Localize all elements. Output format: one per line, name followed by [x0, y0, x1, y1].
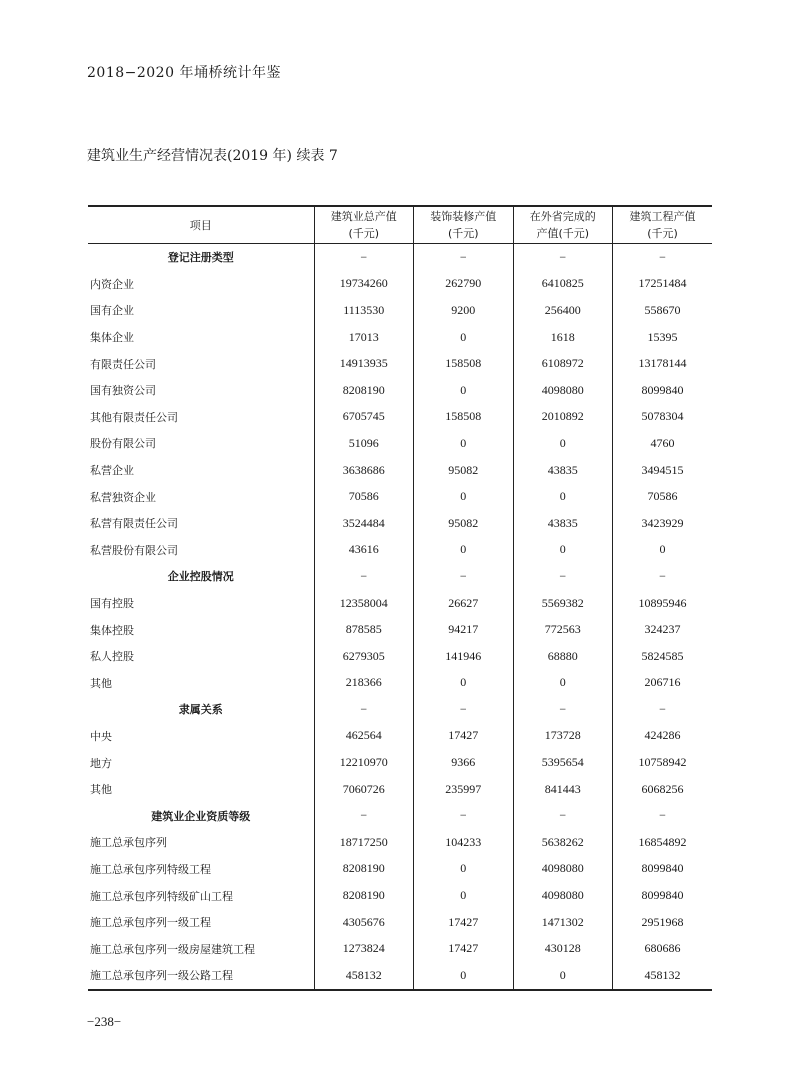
row-label: 中央 — [90, 729, 112, 743]
row-label: 集体控股 — [90, 623, 134, 637]
construction-engineering-output-cell: 6068256 — [613, 776, 713, 803]
table-body — [88, 244, 712, 990]
table-row — [88, 909, 712, 936]
out-of-province-output-cell: − — [513, 244, 613, 271]
row-label: 内资企业 — [90, 277, 134, 291]
total-output-cell: 70586 — [314, 483, 414, 510]
total-output-cell: 6279305 — [314, 643, 414, 670]
row-label: 私营股份有限公司 — [90, 543, 178, 557]
decoration-output-cell: 9366 — [414, 749, 514, 776]
construction-engineering-output-cell: 70586 — [613, 483, 713, 510]
row-label: 国有控股 — [90, 597, 134, 611]
decoration-output-cell: 0 — [414, 483, 514, 510]
construction-engineering-output-cell: 2951968 — [613, 909, 713, 936]
header-construction-engineering-output: 建筑工程产值 (千元) — [613, 206, 713, 244]
decoration-output-cell: 0 — [414, 324, 514, 351]
decoration-output-cell: − — [414, 563, 514, 590]
decoration-output-cell: 235997 — [414, 776, 514, 803]
decoration-output-cell: 17427 — [414, 909, 514, 936]
decoration-output-cell: 0 — [414, 670, 514, 697]
out-of-province-output-cell: 0 — [513, 670, 613, 697]
out-of-province-output-cell: 4098080 — [513, 856, 613, 883]
decoration-output-cell: 158508 — [414, 350, 514, 377]
table-row — [88, 670, 712, 697]
out-of-province-output-cell: 4098080 — [513, 377, 613, 404]
total-output-cell: − — [314, 563, 414, 590]
table-header — [88, 206, 712, 244]
section-header-row — [88, 244, 712, 271]
construction-engineering-output-cell: 324237 — [613, 616, 713, 643]
statistics-table-container — [88, 205, 712, 991]
table-row — [88, 882, 712, 909]
table-title: 建筑业生产经营情况表(2019 年) 续表 7 — [87, 148, 338, 164]
out-of-province-output-cell: 772563 — [513, 616, 613, 643]
construction-engineering-output-cell: 5824585 — [613, 643, 713, 670]
total-output-cell: − — [314, 696, 414, 723]
row-label: 施工总承包序列特级工程 — [90, 862, 211, 876]
total-output-cell: − — [314, 802, 414, 829]
construction-engineering-output-cell: 10895946 — [613, 590, 713, 617]
row-label: 施工总承包序列 — [90, 836, 167, 850]
out-of-province-output-cell: 256400 — [513, 297, 613, 324]
total-output-cell: − — [314, 244, 414, 271]
construction-engineering-output-cell: 424286 — [613, 723, 713, 750]
construction-engineering-output-cell: 0 — [613, 537, 713, 564]
total-output-cell: 1113530 — [314, 297, 414, 324]
total-output-cell: 6705745 — [314, 404, 414, 431]
section-label: 企业控股情况 — [167, 570, 234, 584]
decoration-output-cell: 0 — [414, 882, 514, 909]
construction-engineering-output-cell: 10758942 — [613, 749, 713, 776]
decoration-output-cell: − — [414, 696, 514, 723]
table-row — [88, 483, 712, 510]
table-row — [88, 297, 712, 324]
section-header-row — [88, 802, 712, 829]
row-label: 地方 — [90, 756, 112, 770]
header-row — [88, 206, 712, 244]
total-output-cell: 3524484 — [314, 510, 414, 537]
total-output-cell: 8208190 — [314, 882, 414, 909]
out-of-province-output-cell: − — [513, 696, 613, 723]
construction-engineering-output-cell: 558670 — [613, 297, 713, 324]
total-output-cell: 3638686 — [314, 457, 414, 484]
table-row — [88, 404, 712, 431]
table-row — [88, 457, 712, 484]
decoration-output-cell: 141946 — [414, 643, 514, 670]
out-of-province-output-cell: − — [513, 563, 613, 590]
header-total-output: 建筑业总产值 (千元) — [314, 206, 414, 244]
decoration-output-cell: 94217 — [414, 616, 514, 643]
row-label: 有限责任公司 — [90, 357, 156, 371]
out-of-province-output-cell: 0 — [513, 537, 613, 564]
total-output-cell: 7060726 — [314, 776, 414, 803]
table-row — [88, 935, 712, 962]
decoration-output-cell: 95082 — [414, 510, 514, 537]
table-row — [88, 324, 712, 351]
construction-engineering-output-cell: 4760 — [613, 430, 713, 457]
construction-engineering-output-cell: 206716 — [613, 670, 713, 697]
table-row — [88, 643, 712, 670]
construction-engineering-output-cell: 13178144 — [613, 350, 713, 377]
total-output-cell: 14913935 — [314, 350, 414, 377]
out-of-province-output-cell: 5395654 — [513, 749, 613, 776]
row-label: 国有独资公司 — [90, 384, 156, 398]
construction-engineering-output-cell: 5078304 — [613, 404, 713, 431]
total-output-cell: 878585 — [314, 616, 414, 643]
row-label: 集体企业 — [90, 331, 134, 345]
out-of-province-output-cell: 6108972 — [513, 350, 613, 377]
page-number: −238− — [87, 1014, 122, 1029]
decoration-output-cell: − — [414, 802, 514, 829]
table-row — [88, 749, 712, 776]
row-label: 国有企业 — [90, 304, 134, 318]
out-of-province-output-cell: 173728 — [513, 723, 613, 750]
total-output-cell: 1273824 — [314, 935, 414, 962]
total-output-cell: 462564 — [314, 723, 414, 750]
total-output-cell: 17013 — [314, 324, 414, 351]
out-of-province-output-cell: 1471302 — [513, 909, 613, 936]
decoration-output-cell: 0 — [414, 430, 514, 457]
decoration-output-cell: − — [414, 244, 514, 271]
construction-engineering-output-cell: 3494515 — [613, 457, 713, 484]
total-output-cell: 8208190 — [314, 856, 414, 883]
table-row — [88, 350, 712, 377]
table-row — [88, 430, 712, 457]
section-label: 建筑业企业资质等级 — [151, 809, 251, 823]
construction-engineering-output-cell: 680686 — [613, 935, 713, 962]
construction-output-table — [88, 205, 712, 991]
table-row — [88, 537, 712, 564]
total-output-cell: 51096 — [314, 430, 414, 457]
total-output-cell: 12210970 — [314, 749, 414, 776]
construction-engineering-output-cell: 16854892 — [613, 829, 713, 856]
decoration-output-cell: 158508 — [414, 404, 514, 431]
row-label: 其他 — [90, 783, 112, 797]
decoration-output-cell: 95082 — [414, 457, 514, 484]
decoration-output-cell: 0 — [414, 856, 514, 883]
section-header-row — [88, 696, 712, 723]
decoration-output-cell: 9200 — [414, 297, 514, 324]
table-row — [88, 590, 712, 617]
out-of-province-output-cell: 5569382 — [513, 590, 613, 617]
total-output-cell: 43616 — [314, 537, 414, 564]
row-label: 其他 — [90, 676, 112, 690]
out-of-province-output-cell: − — [513, 802, 613, 829]
construction-engineering-output-cell: 17251484 — [613, 271, 713, 298]
decoration-output-cell: 0 — [414, 537, 514, 564]
total-output-cell: 18717250 — [314, 829, 414, 856]
table-row — [88, 856, 712, 883]
row-label: 其他有限责任公司 — [90, 410, 178, 424]
header-decoration-output: 装饰装修产值 (千元) — [414, 206, 514, 244]
total-output-cell: 19734260 — [314, 271, 414, 298]
out-of-province-output-cell: 2010892 — [513, 404, 613, 431]
table-row — [88, 510, 712, 537]
out-of-province-output-cell: 0 — [513, 430, 613, 457]
construction-engineering-output-cell: − — [613, 563, 713, 590]
total-output-cell: 218366 — [314, 670, 414, 697]
table-row — [88, 962, 712, 990]
row-label: 私营企业 — [90, 464, 134, 478]
construction-engineering-output-cell: 8099840 — [613, 377, 713, 404]
table-row — [88, 377, 712, 404]
construction-engineering-output-cell: − — [613, 802, 713, 829]
decoration-output-cell: 26627 — [414, 590, 514, 617]
section-label: 登记注册类型 — [167, 251, 234, 265]
table-row — [88, 616, 712, 643]
out-of-province-output-cell: 430128 — [513, 935, 613, 962]
construction-engineering-output-cell: 8099840 — [613, 856, 713, 883]
construction-engineering-output-cell: − — [613, 696, 713, 723]
out-of-province-output-cell: 43835 — [513, 457, 613, 484]
construction-engineering-output-cell: − — [613, 244, 713, 271]
section-header-row — [88, 563, 712, 590]
total-output-cell: 458132 — [314, 962, 414, 990]
total-output-cell: 4305676 — [314, 909, 414, 936]
construction-engineering-output-cell: 3423929 — [613, 510, 713, 537]
section-label: 隶属关系 — [178, 703, 223, 717]
header-item: 项目 — [88, 206, 314, 244]
row-label: 施工总承包序列一级工程 — [90, 916, 211, 930]
decoration-output-cell: 17427 — [414, 723, 514, 750]
decoration-output-cell: 104233 — [414, 829, 514, 856]
table-row — [88, 723, 712, 750]
header-out-of-province-output: 在外省完成的 产值(千元) — [513, 206, 613, 244]
construction-engineering-output-cell: 15395 — [613, 324, 713, 351]
out-of-province-output-cell: 841443 — [513, 776, 613, 803]
table-row — [88, 829, 712, 856]
table-row — [88, 776, 712, 803]
decoration-output-cell: 262790 — [414, 271, 514, 298]
row-label: 私人控股 — [90, 650, 134, 664]
construction-engineering-output-cell: 458132 — [613, 962, 713, 990]
construction-engineering-output-cell: 8099840 — [613, 882, 713, 909]
table-row — [88, 271, 712, 298]
out-of-province-output-cell: 0 — [513, 483, 613, 510]
total-output-cell: 12358004 — [314, 590, 414, 617]
decoration-output-cell: 0 — [414, 962, 514, 990]
decoration-output-cell: 17427 — [414, 935, 514, 962]
out-of-province-output-cell: 6410825 — [513, 271, 613, 298]
out-of-province-output-cell: 1618 — [513, 324, 613, 351]
row-label: 股份有限公司 — [90, 437, 156, 451]
running-head: 2018−2020 年埇桥统计年鉴 — [87, 65, 281, 81]
row-label: 施工总承包序列一级公路工程 — [88, 962, 314, 990]
out-of-province-output-cell: 0 — [513, 962, 613, 990]
row-label: 施工总承包序列一级房屋建筑工程 — [90, 942, 255, 956]
out-of-province-output-cell: 5638262 — [513, 829, 613, 856]
total-output-cell: 8208190 — [314, 377, 414, 404]
out-of-province-output-cell: 68880 — [513, 643, 613, 670]
row-label: 施工总承包序列特级矿山工程 — [90, 889, 233, 903]
decoration-output-cell: 0 — [414, 377, 514, 404]
out-of-province-output-cell: 4098080 — [513, 882, 613, 909]
row-label: 私营有限责任公司 — [90, 517, 178, 531]
row-label: 私营独资企业 — [90, 490, 156, 504]
out-of-province-output-cell: 43835 — [513, 510, 613, 537]
